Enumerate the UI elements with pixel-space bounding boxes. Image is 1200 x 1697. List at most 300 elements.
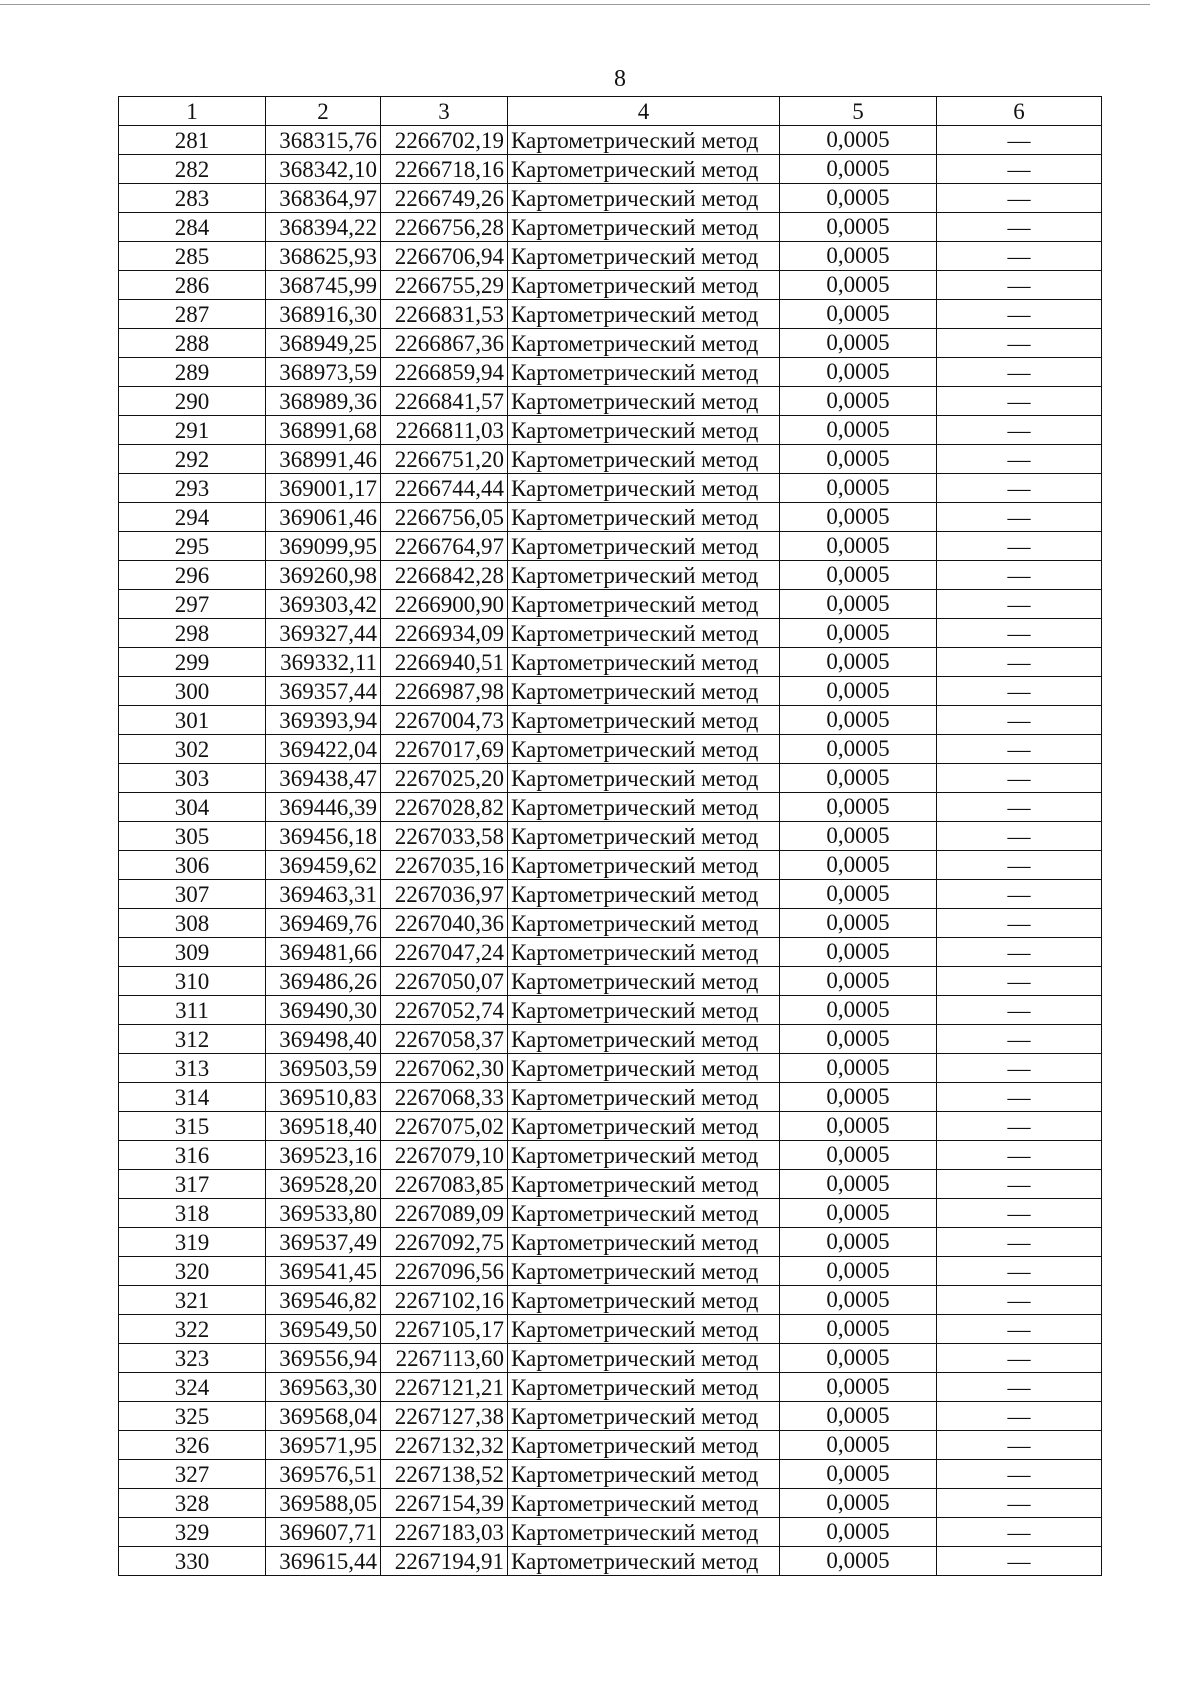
cell-note: —: [937, 1257, 1102, 1286]
cell-y-coordinate: 2267050,07: [381, 967, 508, 996]
cell-x-coordinate: 369393,94: [266, 706, 381, 735]
cell-note: —: [937, 1112, 1102, 1141]
cell-point-number: 323: [119, 1344, 266, 1373]
cell-accuracy: 0,0005: [780, 532, 937, 561]
cell-y-coordinate: 2267035,16: [381, 851, 508, 880]
cell-point-number: 286: [119, 271, 266, 300]
cell-point-number: 328: [119, 1489, 266, 1518]
cell-x-coordinate: 369563,30: [266, 1373, 381, 1402]
cell-point-number: 309: [119, 938, 266, 967]
cell-x-coordinate: 369303,42: [266, 590, 381, 619]
cell-accuracy: 0,0005: [780, 909, 937, 938]
cell-point-number: 285: [119, 242, 266, 271]
cell-y-coordinate: 2266831,53: [381, 300, 508, 329]
cell-point-number: 287: [119, 300, 266, 329]
cell-y-coordinate: 2266751,20: [381, 445, 508, 474]
cell-accuracy: 0,0005: [780, 1170, 937, 1199]
cell-method: Картометрический метод: [508, 1170, 780, 1199]
cell-note: —: [937, 474, 1102, 503]
cell-point-number: 312: [119, 1025, 266, 1054]
cell-accuracy: 0,0005: [780, 735, 937, 764]
cell-accuracy: 0,0005: [780, 1025, 937, 1054]
table-row: [119, 706, 1102, 735]
table-row: [119, 300, 1102, 329]
cell-point-number: 282: [119, 155, 266, 184]
cell-accuracy: 0,0005: [780, 1547, 937, 1576]
cell-method: Картометрический метод: [508, 880, 780, 909]
table-row: [119, 358, 1102, 387]
cell-point-number: 288: [119, 329, 266, 358]
cell-x-coordinate: 368949,25: [266, 329, 381, 358]
cell-note: —: [937, 358, 1102, 387]
top-rule: [0, 4, 1150, 5]
table-row: [119, 1547, 1102, 1576]
cell-note: —: [937, 967, 1102, 996]
cell-method: Картометрический метод: [508, 155, 780, 184]
cell-y-coordinate: 2267102,16: [381, 1286, 508, 1315]
cell-y-coordinate: 2267127,38: [381, 1402, 508, 1431]
cell-accuracy: 0,0005: [780, 300, 937, 329]
cell-point-number: 308: [119, 909, 266, 938]
cell-y-coordinate: 2267040,36: [381, 909, 508, 938]
cell-accuracy: 0,0005: [780, 1373, 937, 1402]
table-row: [119, 909, 1102, 938]
cell-y-coordinate: 2267138,52: [381, 1460, 508, 1489]
cell-point-number: 319: [119, 1228, 266, 1257]
cell-point-number: 315: [119, 1112, 266, 1141]
cell-accuracy: 0,0005: [780, 938, 937, 967]
cell-point-number: 322: [119, 1315, 266, 1344]
table-row: [119, 1402, 1102, 1431]
cell-accuracy: 0,0005: [780, 590, 937, 619]
table-row: [119, 1025, 1102, 1054]
cell-x-coordinate: 369498,40: [266, 1025, 381, 1054]
table-row: [119, 1315, 1102, 1344]
cell-point-number: 318: [119, 1199, 266, 1228]
cell-method: Картометрический метод: [508, 1025, 780, 1054]
cell-note: —: [937, 822, 1102, 851]
cell-method: Картометрический метод: [508, 213, 780, 242]
cell-x-coordinate: 369463,31: [266, 880, 381, 909]
cell-y-coordinate: 2267062,30: [381, 1054, 508, 1083]
cell-x-coordinate: 369546,82: [266, 1286, 381, 1315]
cell-point-number: 281: [119, 126, 266, 155]
cell-y-coordinate: 2267025,20: [381, 764, 508, 793]
cell-y-coordinate: 2267183,03: [381, 1518, 508, 1547]
table-row: [119, 1257, 1102, 1286]
cell-note: —: [937, 648, 1102, 677]
cell-note: —: [937, 1170, 1102, 1199]
cell-y-coordinate: 2267113,60: [381, 1344, 508, 1373]
cell-note: —: [937, 532, 1102, 561]
cell-x-coordinate: 369446,39: [266, 793, 381, 822]
cell-accuracy: 0,0005: [780, 271, 937, 300]
cell-accuracy: 0,0005: [780, 561, 937, 590]
cell-method: Картометрический метод: [508, 1286, 780, 1315]
cell-point-number: 317: [119, 1170, 266, 1199]
cell-y-coordinate: 2267121,21: [381, 1373, 508, 1402]
cell-accuracy: 0,0005: [780, 1460, 937, 1489]
cell-point-number: 291: [119, 416, 266, 445]
cell-method: Картометрический метод: [508, 764, 780, 793]
cell-x-coordinate: 369607,71: [266, 1518, 381, 1547]
table-row: [119, 474, 1102, 503]
cell-x-coordinate: 369541,45: [266, 1257, 381, 1286]
table-row: [119, 1083, 1102, 1112]
cell-method: Картометрический метод: [508, 1431, 780, 1460]
cell-method: Картометрический метод: [508, 416, 780, 445]
cell-point-number: 327: [119, 1460, 266, 1489]
cell-note: —: [937, 1460, 1102, 1489]
cell-x-coordinate: 369490,30: [266, 996, 381, 1025]
cell-y-coordinate: 2267075,02: [381, 1112, 508, 1141]
cell-x-coordinate: 369588,05: [266, 1489, 381, 1518]
table-row: [119, 1286, 1102, 1315]
cell-point-number: 294: [119, 503, 266, 532]
cell-point-number: 303: [119, 764, 266, 793]
table-row: [119, 184, 1102, 213]
cell-y-coordinate: 2267083,85: [381, 1170, 508, 1199]
table-row: [119, 793, 1102, 822]
table-row: [119, 648, 1102, 677]
cell-note: —: [937, 184, 1102, 213]
table-row: [119, 1373, 1102, 1402]
cell-x-coordinate: 368625,93: [266, 242, 381, 271]
cell-x-coordinate: 368989,36: [266, 387, 381, 416]
cell-point-number: 304: [119, 793, 266, 822]
cell-accuracy: 0,0005: [780, 213, 937, 242]
cell-accuracy: 0,0005: [780, 1489, 937, 1518]
cell-y-coordinate: 2267052,74: [381, 996, 508, 1025]
cell-x-coordinate: 369260,98: [266, 561, 381, 590]
cell-method: Картометрический метод: [508, 967, 780, 996]
cell-point-number: 283: [119, 184, 266, 213]
table-row: [119, 1431, 1102, 1460]
header-col-1: 1: [119, 97, 266, 126]
cell-method: Картометрический метод: [508, 271, 780, 300]
cell-x-coordinate: 369518,40: [266, 1112, 381, 1141]
cell-accuracy: 0,0005: [780, 706, 937, 735]
table-row: [119, 1228, 1102, 1257]
table-row: [119, 213, 1102, 242]
cell-x-coordinate: 369456,18: [266, 822, 381, 851]
table-row: [119, 532, 1102, 561]
cell-note: —: [937, 793, 1102, 822]
cell-note: —: [937, 590, 1102, 619]
cell-note: —: [937, 1489, 1102, 1518]
cell-y-coordinate: 2267089,09: [381, 1199, 508, 1228]
cell-note: —: [937, 1402, 1102, 1431]
cell-note: —: [937, 1344, 1102, 1373]
cell-method: Картометрический метод: [508, 1518, 780, 1547]
cell-method: Картометрический метод: [508, 590, 780, 619]
cell-method: Картометрический метод: [508, 648, 780, 677]
cell-method: Картометрический метод: [508, 1054, 780, 1083]
page-number: 8: [614, 66, 626, 92]
cell-note: —: [937, 1199, 1102, 1228]
cell-x-coordinate: 368916,30: [266, 300, 381, 329]
cell-x-coordinate: 369357,44: [266, 677, 381, 706]
cell-point-number: 326: [119, 1431, 266, 1460]
table-row: [119, 1460, 1102, 1489]
header-col-2: 2: [266, 97, 381, 126]
cell-method: Картометрический метод: [508, 300, 780, 329]
table-row: [119, 503, 1102, 532]
cell-method: Картометрический метод: [508, 1402, 780, 1431]
cell-x-coordinate: 369571,95: [266, 1431, 381, 1460]
table-row: [119, 271, 1102, 300]
cell-note: —: [937, 1228, 1102, 1257]
cell-method: Картометрический метод: [508, 184, 780, 213]
cell-accuracy: 0,0005: [780, 880, 937, 909]
table-body: [119, 126, 1102, 1576]
cell-note: —: [937, 503, 1102, 532]
cell-point-number: 298: [119, 619, 266, 648]
cell-y-coordinate: 2266859,94: [381, 358, 508, 387]
header-col-6: 6: [937, 97, 1102, 126]
cell-method: Картометрический метод: [508, 503, 780, 532]
table-row: [119, 677, 1102, 706]
cell-note: —: [937, 1547, 1102, 1576]
cell-note: —: [937, 416, 1102, 445]
cell-point-number: 301: [119, 706, 266, 735]
cell-note: —: [937, 996, 1102, 1025]
cell-point-number: 310: [119, 967, 266, 996]
header-col-4: 4: [508, 97, 780, 126]
cell-accuracy: 0,0005: [780, 851, 937, 880]
cell-accuracy: 0,0005: [780, 184, 937, 213]
cell-method: Картометрический метод: [508, 938, 780, 967]
cell-y-coordinate: 2267058,37: [381, 1025, 508, 1054]
cell-note: —: [937, 1518, 1102, 1547]
cell-method: Картометрический метод: [508, 909, 780, 938]
cell-accuracy: 0,0005: [780, 416, 937, 445]
coordinates-table: [118, 96, 1102, 1576]
cell-note: —: [937, 909, 1102, 938]
cell-x-coordinate: 368364,97: [266, 184, 381, 213]
cell-y-coordinate: 2266718,16: [381, 155, 508, 184]
cell-x-coordinate: 368342,10: [266, 155, 381, 184]
cell-method: Картометрический метод: [508, 1344, 780, 1373]
cell-y-coordinate: 2266756,05: [381, 503, 508, 532]
cell-method: Картометрический метод: [508, 242, 780, 271]
cell-x-coordinate: 369615,44: [266, 1547, 381, 1576]
cell-point-number: 290: [119, 387, 266, 416]
cell-note: —: [937, 735, 1102, 764]
cell-y-coordinate: 2266841,57: [381, 387, 508, 416]
cell-y-coordinate: 2267096,56: [381, 1257, 508, 1286]
cell-method: Картометрический метод: [508, 1460, 780, 1489]
table-row: [119, 1141, 1102, 1170]
cell-accuracy: 0,0005: [780, 822, 937, 851]
header-col-3: 3: [381, 97, 508, 126]
cell-point-number: 284: [119, 213, 266, 242]
cell-accuracy: 0,0005: [780, 1286, 937, 1315]
cell-accuracy: 0,0005: [780, 503, 937, 532]
cell-note: —: [937, 677, 1102, 706]
cell-accuracy: 0,0005: [780, 677, 937, 706]
cell-x-coordinate: 369510,83: [266, 1083, 381, 1112]
cell-accuracy: 0,0005: [780, 242, 937, 271]
cell-x-coordinate: 369061,46: [266, 503, 381, 532]
table-row: [119, 590, 1102, 619]
cell-y-coordinate: 2266702,19: [381, 126, 508, 155]
cell-accuracy: 0,0005: [780, 329, 937, 358]
cell-point-number: 324: [119, 1373, 266, 1402]
table-row: [119, 387, 1102, 416]
cell-accuracy: 0,0005: [780, 996, 937, 1025]
cell-method: Картометрический метод: [508, 735, 780, 764]
cell-y-coordinate: 2266744,44: [381, 474, 508, 503]
cell-x-coordinate: 368973,59: [266, 358, 381, 387]
cell-note: —: [937, 1025, 1102, 1054]
cell-accuracy: 0,0005: [780, 1083, 937, 1112]
cell-method: Картометрический метод: [508, 996, 780, 1025]
table-row: [119, 735, 1102, 764]
cell-y-coordinate: 2266940,51: [381, 648, 508, 677]
cell-y-coordinate: 2266900,90: [381, 590, 508, 619]
cell-method: Картометрический метод: [508, 1199, 780, 1228]
cell-x-coordinate: 369556,94: [266, 1344, 381, 1373]
table-row: [119, 1518, 1102, 1547]
cell-x-coordinate: 369422,04: [266, 735, 381, 764]
cell-note: —: [937, 242, 1102, 271]
cell-x-coordinate: 369099,95: [266, 532, 381, 561]
cell-point-number: 295: [119, 532, 266, 561]
cell-x-coordinate: 369533,80: [266, 1199, 381, 1228]
cell-note: —: [937, 938, 1102, 967]
cell-accuracy: 0,0005: [780, 126, 937, 155]
cell-method: Картометрический метод: [508, 126, 780, 155]
cell-y-coordinate: 2267068,33: [381, 1083, 508, 1112]
cell-x-coordinate: 369469,76: [266, 909, 381, 938]
cell-x-coordinate: 369001,17: [266, 474, 381, 503]
cell-method: Картометрический метод: [508, 358, 780, 387]
table-row: [119, 416, 1102, 445]
cell-accuracy: 0,0005: [780, 387, 937, 416]
cell-note: —: [937, 1373, 1102, 1402]
cell-accuracy: 0,0005: [780, 155, 937, 184]
table-row: [119, 126, 1102, 155]
cell-y-coordinate: 2266842,28: [381, 561, 508, 590]
cell-x-coordinate: 368991,68: [266, 416, 381, 445]
cell-accuracy: 0,0005: [780, 648, 937, 677]
cell-x-coordinate: 369503,59: [266, 1054, 381, 1083]
cell-point-number: 316: [119, 1141, 266, 1170]
cell-x-coordinate: 369523,16: [266, 1141, 381, 1170]
cell-x-coordinate: 368991,46: [266, 445, 381, 474]
cell-x-coordinate: 368394,22: [266, 213, 381, 242]
table-row: [119, 880, 1102, 909]
table-header-row: [119, 97, 1102, 126]
cell-accuracy: 0,0005: [780, 967, 937, 996]
cell-method: Картометрический метод: [508, 329, 780, 358]
table-row: [119, 329, 1102, 358]
cell-point-number: 321: [119, 1286, 266, 1315]
cell-method: Картометрический метод: [508, 1315, 780, 1344]
cell-accuracy: 0,0005: [780, 1054, 937, 1083]
cell-y-coordinate: 2266756,28: [381, 213, 508, 242]
cell-accuracy: 0,0005: [780, 1199, 937, 1228]
cell-point-number: 311: [119, 996, 266, 1025]
table-row: [119, 938, 1102, 967]
cell-x-coordinate: 369332,11: [266, 648, 381, 677]
cell-y-coordinate: 2267154,39: [381, 1489, 508, 1518]
cell-method: Картометрический метод: [508, 793, 780, 822]
cell-note: —: [937, 1083, 1102, 1112]
cell-x-coordinate: 368315,76: [266, 126, 381, 155]
cell-y-coordinate: 2266987,98: [381, 677, 508, 706]
cell-note: —: [937, 329, 1102, 358]
cell-x-coordinate: 369568,04: [266, 1402, 381, 1431]
table-row: [119, 764, 1102, 793]
cell-note: —: [937, 1286, 1102, 1315]
cell-y-coordinate: 2267004,73: [381, 706, 508, 735]
cell-point-number: 297: [119, 590, 266, 619]
cell-note: —: [937, 126, 1102, 155]
cell-method: Картометрический метод: [508, 822, 780, 851]
cell-point-number: 292: [119, 445, 266, 474]
cell-note: —: [937, 619, 1102, 648]
table-row: [119, 1199, 1102, 1228]
cell-point-number: 325: [119, 1402, 266, 1431]
cell-method: Картометрический метод: [508, 851, 780, 880]
table-row: [119, 242, 1102, 271]
cell-note: —: [937, 1431, 1102, 1460]
cell-note: —: [937, 706, 1102, 735]
cell-accuracy: 0,0005: [780, 358, 937, 387]
table-row: [119, 155, 1102, 184]
table-row: [119, 822, 1102, 851]
cell-note: —: [937, 387, 1102, 416]
cell-accuracy: 0,0005: [780, 1518, 937, 1547]
cell-x-coordinate: 369528,20: [266, 1170, 381, 1199]
cell-x-coordinate: 369327,44: [266, 619, 381, 648]
cell-method: Картометрический метод: [508, 706, 780, 735]
cell-y-coordinate: 2267033,58: [381, 822, 508, 851]
cell-note: —: [937, 1141, 1102, 1170]
cell-note: —: [937, 300, 1102, 329]
cell-y-coordinate: 2266749,26: [381, 184, 508, 213]
cell-y-coordinate: 2266867,36: [381, 329, 508, 358]
cell-note: —: [937, 155, 1102, 184]
cell-point-number: 305: [119, 822, 266, 851]
cell-note: —: [937, 1054, 1102, 1083]
cell-x-coordinate: 368745,99: [266, 271, 381, 300]
cell-note: —: [937, 880, 1102, 909]
cell-accuracy: 0,0005: [780, 1315, 937, 1344]
cell-method: Картометрический метод: [508, 1547, 780, 1576]
cell-method: Картометрический метод: [508, 677, 780, 706]
table-row: [119, 561, 1102, 590]
cell-point-number: 313: [119, 1054, 266, 1083]
cell-note: —: [937, 445, 1102, 474]
cell-note: —: [937, 213, 1102, 242]
cell-method: Картометрический метод: [508, 1141, 780, 1170]
cell-accuracy: 0,0005: [780, 619, 937, 648]
cell-method: Картометрический метод: [508, 1112, 780, 1141]
cell-method: Картометрический метод: [508, 619, 780, 648]
cell-point-number: 289: [119, 358, 266, 387]
cell-method: Картометрический метод: [508, 387, 780, 416]
cell-x-coordinate: 369486,26: [266, 967, 381, 996]
cell-point-number: 306: [119, 851, 266, 880]
cell-accuracy: 0,0005: [780, 1431, 937, 1460]
cell-y-coordinate: 2267036,97: [381, 880, 508, 909]
cell-y-coordinate: 2266755,29: [381, 271, 508, 300]
cell-point-number: 293: [119, 474, 266, 503]
cell-x-coordinate: 369438,47: [266, 764, 381, 793]
